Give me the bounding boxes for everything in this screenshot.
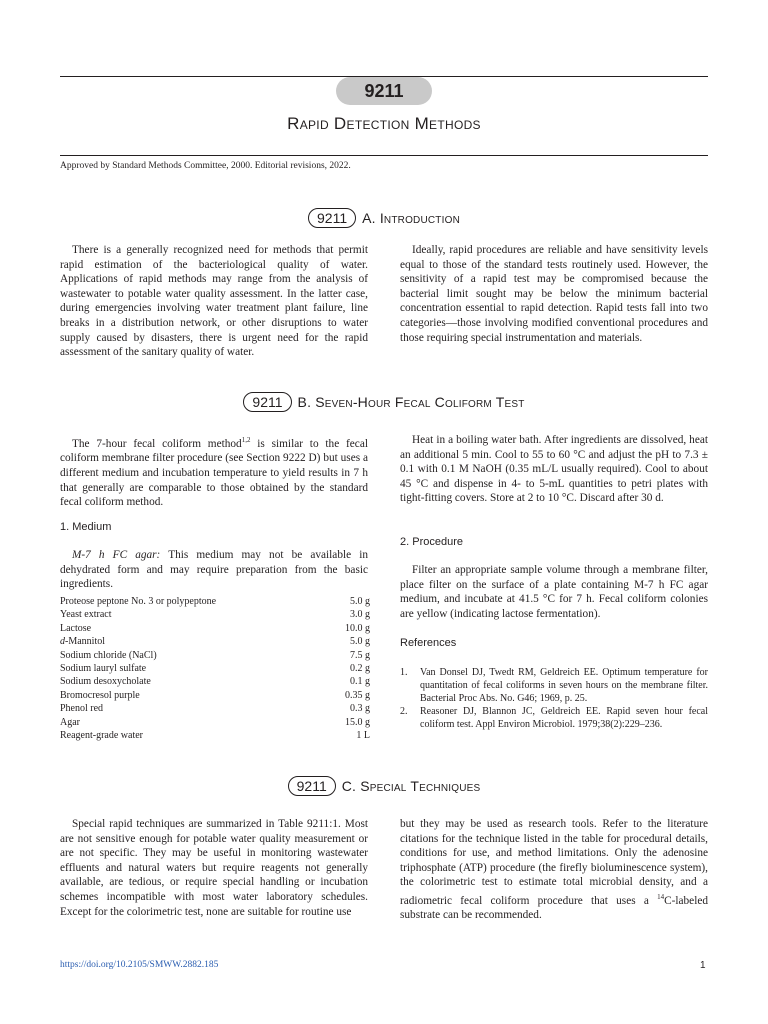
ingredient-row	[60, 662, 370, 675]
section-number-badge: 9211	[336, 77, 432, 105]
section-c-right-paragraph: but they may be used as research tools. Refer to the literature citations for the technique listed in the table for procedural details, conditions for use, and method limitations. Only the adenosine triphosphate (ATP) procedure (the firefly bioluminescence system), the colorimetric test to estimate total microbial density, and a radiometric fecal coliform procedure that uses a $^{14}$C-labeled substrate can be recommended.	[400, 818, 708, 922]
ingredient-row	[60, 702, 370, 715]
ingredient-name: Proteose peptone No. 3 or polypeptone	[60, 596, 217, 607]
section-a-number: 9211	[308, 208, 356, 228]
section-c-left-column	[60, 817, 368, 919]
ingredient-name: Sodium desoxycholate	[60, 676, 151, 688]
citation-superscript: 1,2	[241, 436, 251, 444]
heat-instructions	[400, 433, 708, 506]
procedure-text	[400, 563, 708, 621]
ingredients-table	[60, 595, 370, 742]
ingredient-quantity: 15.0 g	[345, 716, 370, 728]
page-number: 1	[700, 960, 706, 971]
ingredient-row	[60, 622, 370, 635]
section-a-right-column	[400, 243, 708, 345]
ingredient-name: Sodium chloride (NaCl)	[60, 649, 157, 661]
ingredient-row	[60, 608, 370, 621]
section-c-left-paragraph: Special rapid techniques are summarized in Table 9211:1. Most are not sensitive enough for potable water quality measurement or are not specific. They may be useful in monitoring wastewater effluents and natural waters but require reagents not generally available, are tedious, or require special handling or incubation schemes incompatible with most water laboratory schedules. Except for the colorimetric test, none are suitable for routine use	[60, 818, 368, 918]
ingredient-quantity: 0.1 g	[350, 676, 370, 688]
ingredient-row	[60, 675, 370, 688]
medium-heading: 1. Medium	[60, 521, 112, 533]
ingredient-quantity: 0.3 g	[350, 703, 370, 715]
title-rule	[60, 155, 708, 156]
ingredient-quantity: 1 L	[356, 730, 370, 742]
section-b-intro	[60, 433, 368, 510]
reference-item: 2. Reasoner DJ, Blannon JC, Geldreich EE. Rapid seven hour fecal coliform test. Appl Environ Microbiol. 1979;38(2):229–236.	[400, 706, 708, 730]
section-b-number: 9211	[243, 392, 291, 412]
ingredient-quantity: 10.0 g	[345, 622, 370, 634]
heat-paragraph: Heat in a boiling water bath. After ingredients are dissolved, heat an additional 5 min. Cool to 55 to 60 °C and adjust the pH to 7.3 ± 0.1 with 0.1 M NaOH (0.35 mL/L usually required). Cool to about 45 °C and dispense in 4- to 5-mL quantities to petri plates with tight-fitting covers. Store at 2 to 10 °C. Discard after 30 d.	[400, 434, 708, 505]
section-c-number: 9211	[288, 776, 336, 796]
ingredient-quantity: 5.0 g	[350, 596, 370, 607]
ingredient-row	[60, 716, 370, 729]
section-a-left-paragraph: There is a generally recognized need for methods that permit rapid estimation of the bacteriological quality of water. Applications of rapid methods may range from the analysis of wastewater to potable water quality assessment. In the latter case, during emergencies involving water treatment plant failure, line breaks in a distribution network, or other disruptions to water supply caused by disasters, there is urgent need for the rapid assessment of the sanitary quality of water.	[60, 244, 368, 359]
document-title: Rapid Detection Methods	[287, 114, 481, 133]
ingredient-quantity: 7.5 g	[350, 649, 370, 661]
ingredient-name: d-Mannitol	[60, 636, 105, 648]
ingredient-quantity: 5.0 g	[350, 636, 370, 648]
procedure-paragraph: Filter an appropriate sample volume through a membrane filter, place filter on the surface of a plate containing M-7 h FC agar medium, and incubate at 41.5 °C for 7 h. Fecal coliform colonies are yellow (indicating lactose fermentation).	[400, 564, 708, 620]
ingredient-row	[60, 689, 370, 702]
isotope-superscript: 14	[657, 892, 665, 901]
approval-note: Approved by Standard Methods Committee, 2000. Editorial revisions, 2022.	[60, 161, 351, 171]
ingredient-row	[60, 729, 370, 742]
medium-description	[60, 548, 368, 592]
medium-label: M-7 h FC agar:	[72, 549, 161, 561]
ingredient-quantity: 0.35 g	[345, 689, 370, 701]
ingredient-name: Reagent-grade water	[60, 730, 144, 742]
ingredient-name: Bromocresol purple	[60, 689, 140, 701]
section-b-intro-paragraph: The 7-hour fecal coliform method$^{1,2}$ is similar to the fecal coliform membrane filter procedure (see Section 9222 D) but uses a different medium and incubation temperature to yield results in 7 h that generally are comparable to those obtained by the standard fecal coliform method.	[60, 436, 368, 509]
section-c-heading	[0, 776, 768, 796]
section-a-left-column	[60, 243, 368, 360]
ingredient-row	[60, 595, 370, 608]
ingredient-quantity: 3.0 g	[350, 609, 370, 621]
procedure-heading: 2. Procedure	[400, 536, 463, 548]
section-a-right-paragraph: Ideally, rapid procedures are reliable and have sensitivity levels equal to those of the standard tests routinely used. However, the sensitivity of a rapid test may be compromised because the bacterial limit sought may be below the minimum bacterial concentration essential to rapid detection. Rapid tests fall into two categories—those involving modified conventional procedures and those requiring special instrumentation and materials.	[400, 244, 708, 344]
ingredient-name: Lactose	[60, 622, 92, 634]
ingredient-row	[60, 635, 370, 648]
ingredient-name: Phenol red	[60, 703, 104, 715]
section-a-heading	[0, 208, 768, 228]
section-a-title: A. Introduction	[362, 210, 460, 226]
doi-link[interactable]: https://doi.org/10.2105/SMWW.2882.185	[60, 960, 219, 970]
section-c-right-column	[400, 817, 708, 923]
references-heading: References	[400, 637, 457, 649]
medium-paragraph: M-7 h FC agar: This medium may not be available in dehydrated form and may require preparation from the basic ingredients.	[60, 549, 369, 591]
ingredient-row	[60, 649, 370, 662]
ingredient-name: Yeast extract	[60, 609, 112, 621]
section-b-title: B. Seven-Hour Fecal Coliform Test	[297, 394, 525, 410]
section-c-title: C. Special Techniques	[341, 778, 481, 794]
ingredient-name: Agar	[60, 716, 80, 728]
ingredient-name: Sodium lauryl sulfate	[60, 663, 147, 675]
reference-item: 1. Van Donsel DJ, Twedt RM, Geldreich EE. Optimum temperature for quantitation of fecal coliforms in seven hours on the membrane filter. Bacterial Proc Abs. No. G46; 1969, p. 25.	[400, 667, 708, 704]
section-b-heading	[0, 392, 768, 412]
ingredient-quantity: 0.2 g	[350, 663, 370, 675]
